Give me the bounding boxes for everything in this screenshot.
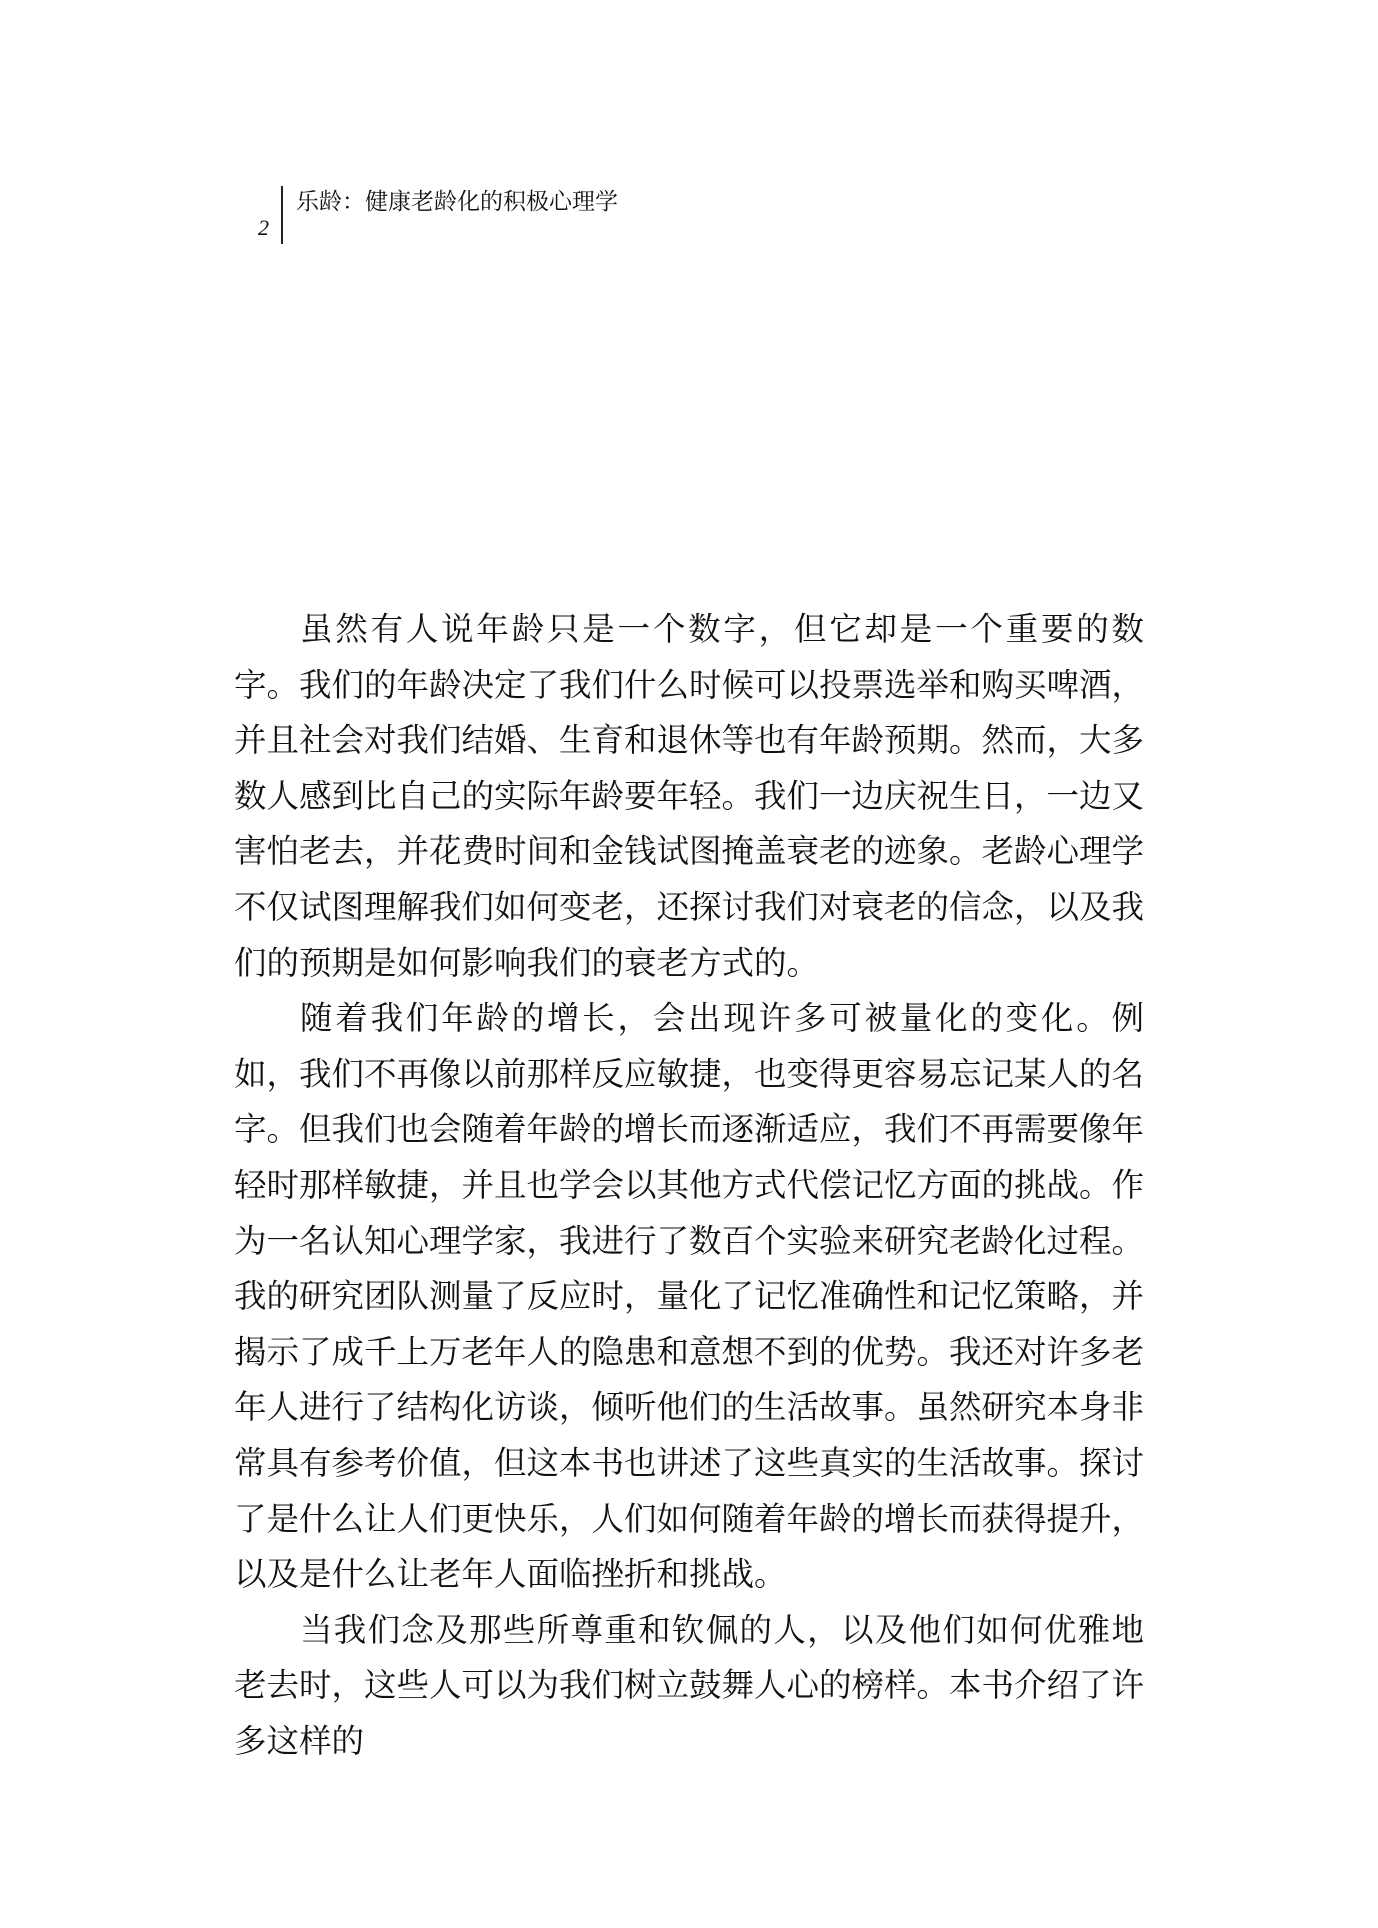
body-text <box>234 602 1144 1769</box>
paragraph: 当我们念及那些所尊重和钦佩的人，以及他们如何优雅地老去时，这些人可以为我们树立鼓舞人心的榜样。本书介绍了许多这样的 <box>234 1610 1145 1760</box>
paragraph: 随着我们年龄的增长，会出现许多可被量化的变化。例如，我们不再像以前那样反应敏捷，也变得更容易忘记某人的名字。但我们也会随着年龄的增长而逐渐适应，我们不再需要像年轻时那样敏捷，并且也学会以其他方式代偿记忆方面的挑战。作为一名认知心理学家，我进行了数百个实验来研究老龄化过程。我的研究团队测量了反应时，量化了记忆准确性和记忆策略，并揭示了成千上万老年人的隐患和意想不到的优势。我还对许多老年人进行了结构化访谈，倾听他们的生活故事。虽然研究本身非常具有参考价值，但这本书也讲述了这些真实的生活故事。探讨了是什么让人们更快乐，人们如何随着年龄的增长而获得提升，以及是什么让老年人面临挫折和挑战。 <box>234 999 1145 1594</box>
paragraph: 虽然有人说年龄只是一个数字，但它却是一个重要的数字。我们的年龄决定了我们什么时候可以投票选举和购买啤酒，并且社会对我们结婚、生育和退休等也有年龄预期。然而，大多数人感到比自己的实际年龄要年轻。我们一边庆祝生日，一边又害怕老去，并花费时间和金钱试图掩盖衰老的迹象。老龄心理学不仅试图理解我们如何变老，还探讨我们对衰老的信念，以及我们的预期是如何影响我们的衰老方式的。 <box>234 610 1145 982</box>
running-title: 乐龄：健康老龄化的积极心理学 <box>296 189 618 215</box>
header-divider <box>281 186 283 244</box>
page-number: 2 <box>258 215 269 240</box>
running-header <box>258 186 858 244</box>
